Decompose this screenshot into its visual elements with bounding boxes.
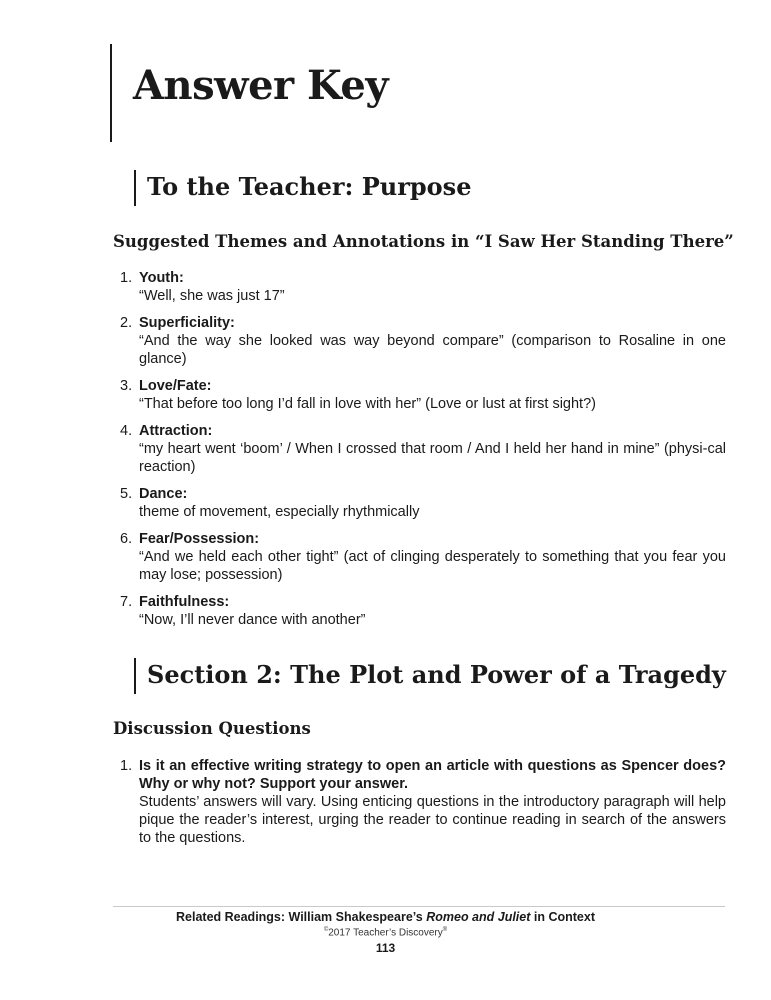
registered-symbol: ® xyxy=(442,927,448,933)
item-number: 7. xyxy=(120,594,133,610)
item-number: 6. xyxy=(120,531,133,547)
item-number: 2. xyxy=(120,315,133,331)
footer-suffix: in Context xyxy=(530,910,595,924)
item-number: 5. xyxy=(120,486,133,502)
footer-prefix: Related Readings: William Shakespeare’s xyxy=(176,910,427,924)
item-label: Dance: xyxy=(139,486,188,502)
themes-list xyxy=(113,269,726,638)
item-label: Love/Fate: xyxy=(139,378,212,394)
discussion-list xyxy=(113,757,726,856)
footer-divider xyxy=(113,906,725,907)
question-text: Is it an effective writing strategy to open an article with questions as Spencer does? Why or why not? Support your answer. xyxy=(139,758,726,792)
list-item xyxy=(113,530,726,584)
answer-text: Students’ answers will vary. Using enticing questions in the introductory paragraph will help pique the reader’s interest, urging the reader to continue reading in search of the answers to the questions. xyxy=(139,794,726,846)
list-item xyxy=(113,269,726,305)
list-item xyxy=(113,593,726,629)
page-title: Answer Key xyxy=(133,62,389,109)
item-label: Attraction: xyxy=(139,423,213,439)
footer-book-title xyxy=(0,910,771,924)
section2-heading: Section 2: The Plot and Power of a Tragedy xyxy=(147,660,726,689)
item-label: Fear/Possession: xyxy=(139,531,260,547)
section2-subheading: Discussion Questions xyxy=(113,719,311,738)
copyright-symbol: © xyxy=(323,927,329,933)
list-item xyxy=(113,757,726,847)
item-text: “And the way she looked was way beyond compare” (comparison to Rosaline in one glance) xyxy=(139,333,726,367)
list-item xyxy=(113,422,726,476)
list-item xyxy=(113,377,726,413)
item-text: “my heart went ‘boom’ / When I crossed that room / And I held her hand in mine” (physi-cal reaction) xyxy=(139,441,726,475)
footer-book: Romeo and Juliet xyxy=(426,910,531,924)
item-number: 3. xyxy=(120,378,133,394)
section1-rule xyxy=(134,170,136,206)
item-text: “And we held each other tight” (act of clinging desperately to something that you fear you may lose; possession) xyxy=(139,549,726,583)
copyright-text: 2017 Teacher’s Discovery xyxy=(328,927,443,939)
page-number: 113 xyxy=(375,941,396,955)
item-number: 4. xyxy=(120,423,133,439)
item-text: “That before too long I’d fall in love with her” (Love or lust at first sight?) xyxy=(139,396,596,412)
footer-copyright xyxy=(0,927,771,938)
item-label: Youth: xyxy=(139,270,184,286)
item-text: “Now, I’ll never dance with another” xyxy=(139,612,366,628)
section1-heading: To the Teacher: Purpose xyxy=(147,172,472,201)
item-label: Faithfulness: xyxy=(139,594,230,610)
item-text: theme of movement, especially rhythmically xyxy=(139,504,420,520)
item-number: 1. xyxy=(120,270,133,286)
item-text: “Well, she was just 17” xyxy=(139,288,285,304)
list-item xyxy=(113,485,726,521)
section1-subheading: Suggested Themes and Annotations in “I Saw Her Standing There” xyxy=(113,232,734,251)
title-rule xyxy=(110,44,112,142)
item-number: 1. xyxy=(120,758,133,774)
item-label: Superficiality: xyxy=(139,315,235,331)
list-item xyxy=(113,314,726,368)
section2-rule xyxy=(134,658,136,694)
